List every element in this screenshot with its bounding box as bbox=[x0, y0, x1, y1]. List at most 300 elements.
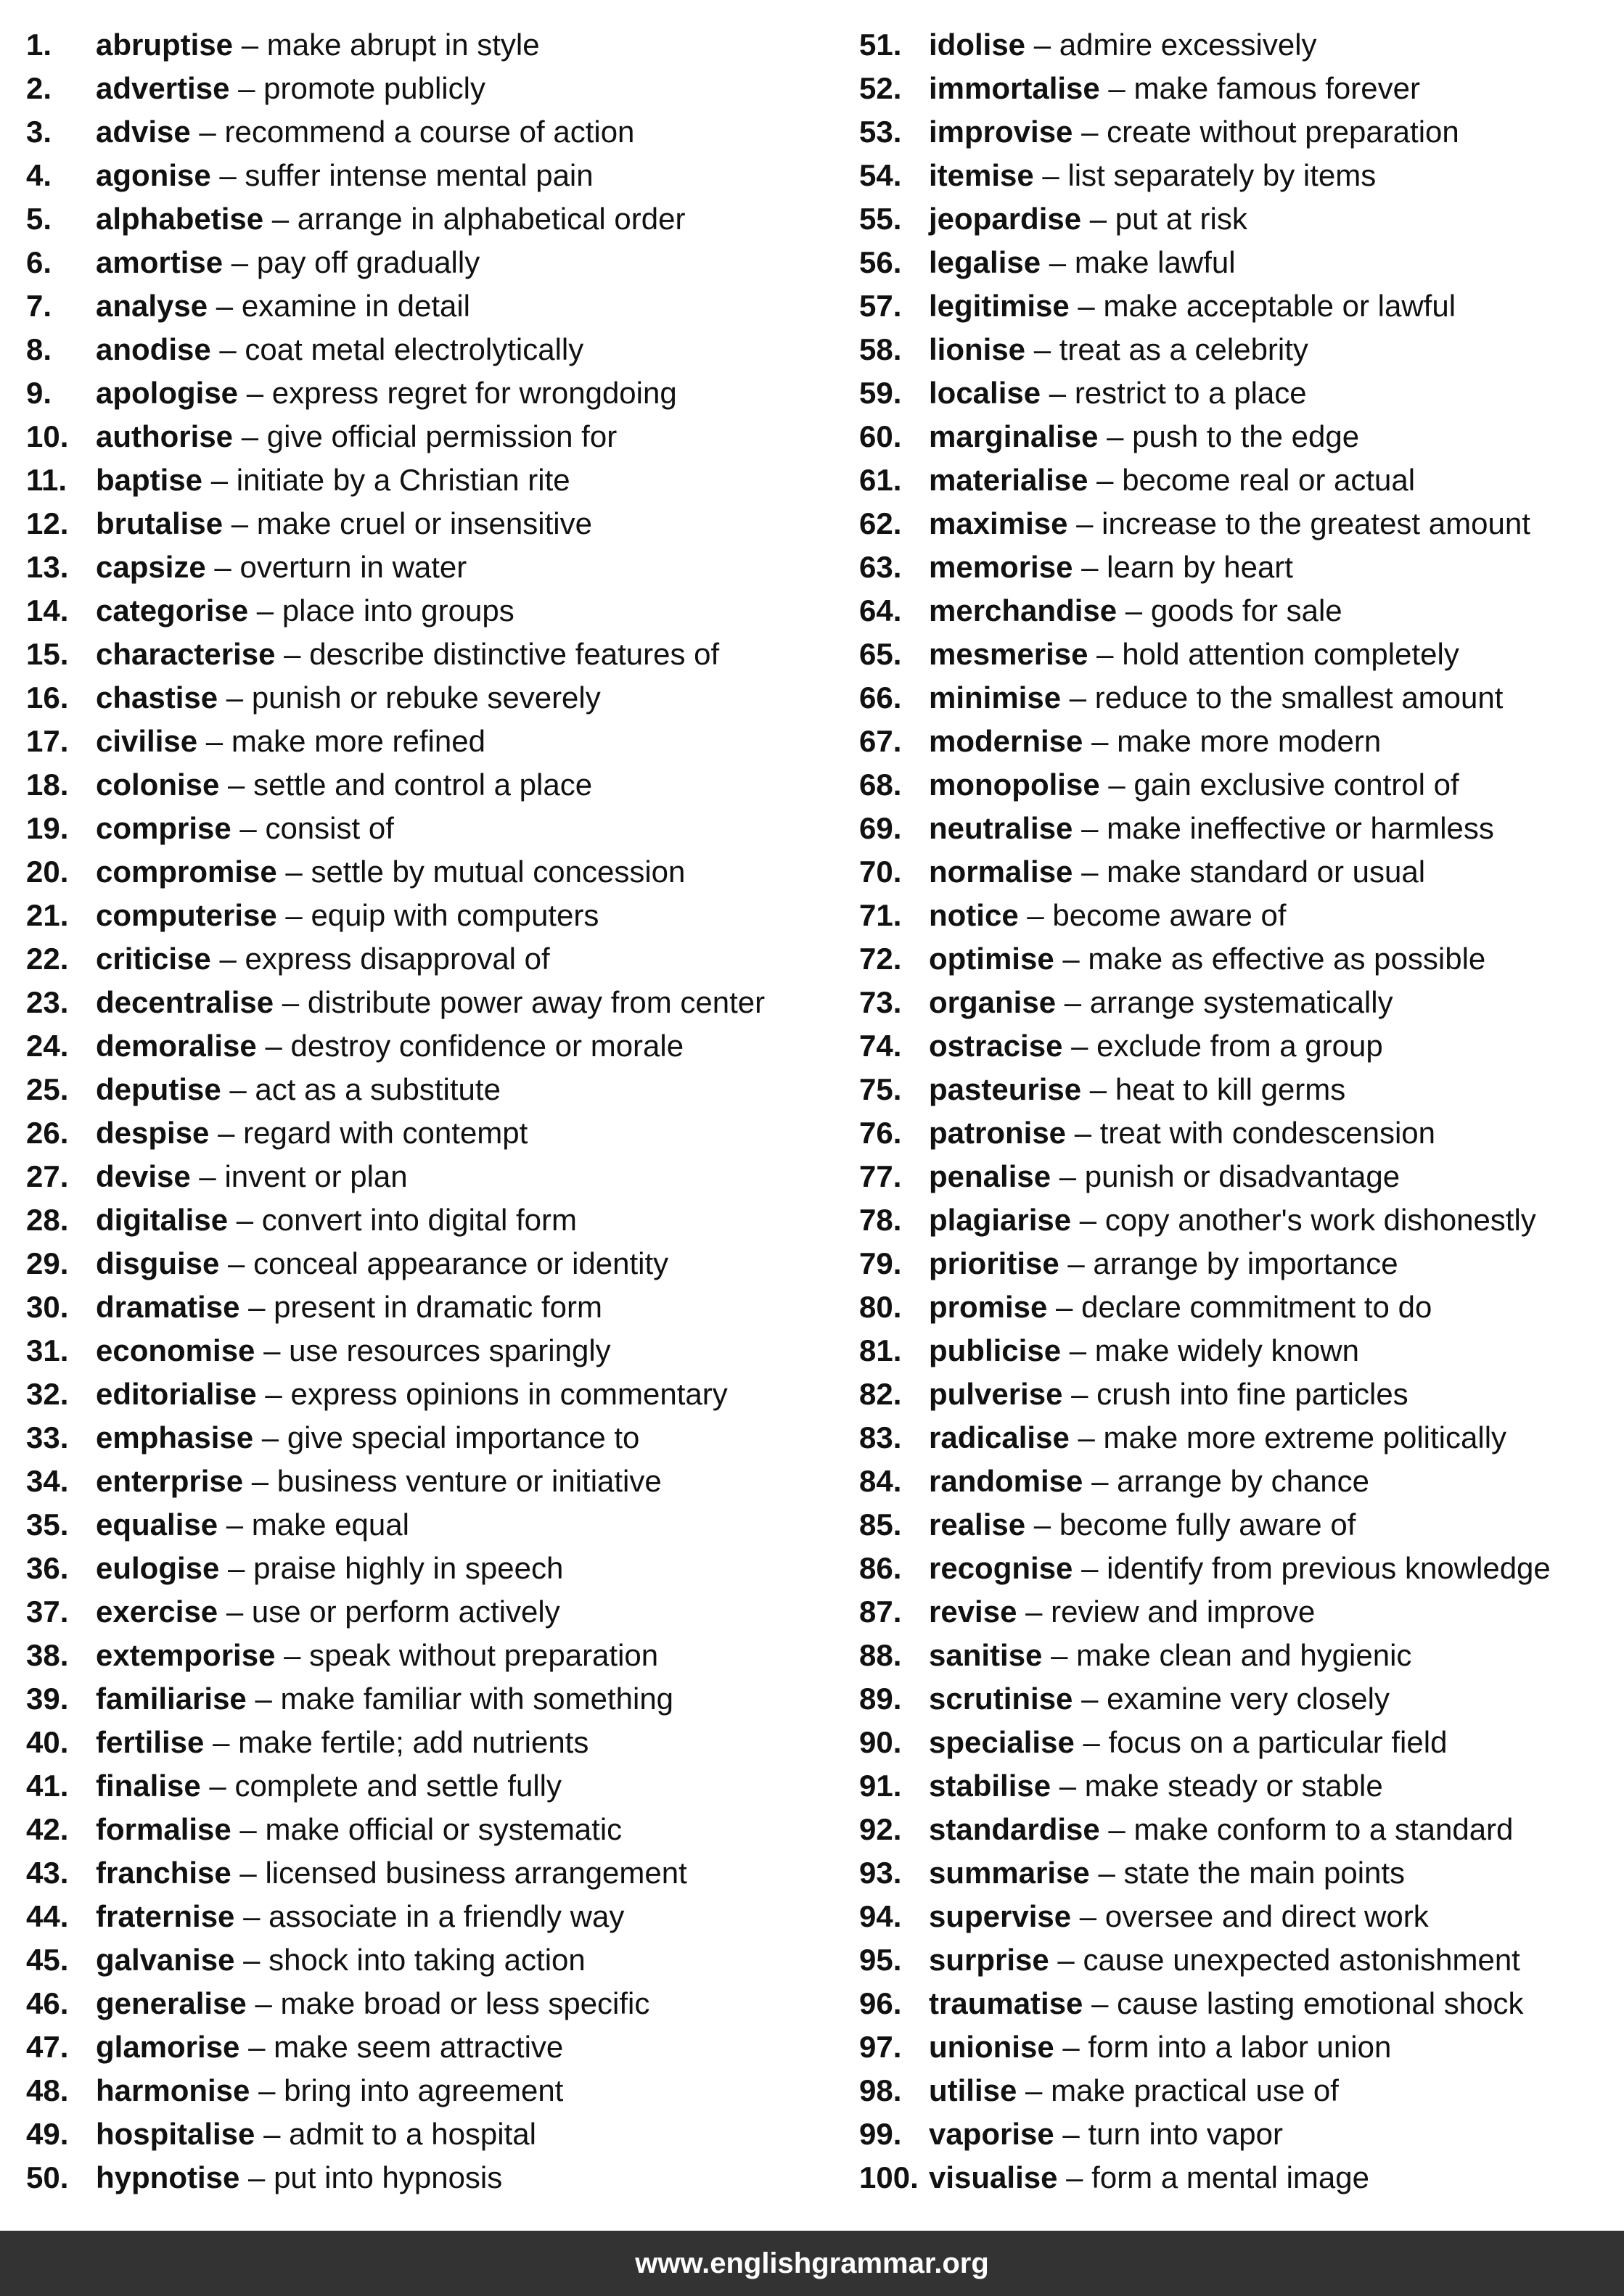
entry-number: 70. bbox=[859, 855, 902, 889]
entry-number: 95. bbox=[859, 1943, 902, 1977]
entry-number: 99. bbox=[859, 2117, 902, 2151]
entry-word: compromise bbox=[96, 855, 277, 889]
entry-definition: form a mental image bbox=[1091, 2160, 1369, 2194]
word-entry bbox=[859, 850, 1624, 894]
entry-number: 31. bbox=[26, 1333, 69, 1367]
entry-definition: bring into agreement bbox=[284, 2073, 564, 2107]
entry-number: 59. bbox=[859, 376, 902, 410]
word-entry bbox=[26, 154, 846, 197]
entry-separator: – bbox=[239, 2160, 274, 2194]
word-entry bbox=[26, 720, 846, 763]
entry-word: finalise bbox=[96, 1769, 201, 1803]
entry-number: 100. bbox=[859, 2160, 919, 2194]
word-entry bbox=[859, 110, 1624, 154]
entry-word: organise bbox=[929, 985, 1057, 1019]
entry-number: 92. bbox=[859, 1812, 902, 1846]
entry-definition: express disapproval of bbox=[245, 942, 550, 976]
entry-separator: – bbox=[1049, 1943, 1083, 1977]
entry-separator: – bbox=[275, 637, 310, 671]
entry-word: unionise bbox=[929, 2030, 1054, 2064]
entry-word: deputise bbox=[96, 1072, 221, 1106]
word-entry bbox=[859, 1677, 1624, 1721]
entry-word: exercise bbox=[96, 1595, 218, 1629]
word-entry bbox=[26, 502, 846, 546]
entry-separator: – bbox=[1059, 1246, 1094, 1280]
entry-word: promise bbox=[929, 1290, 1048, 1324]
entry-word: realise bbox=[929, 1507, 1026, 1542]
entry-separator: – bbox=[231, 811, 266, 845]
entry-definition: make official or systematic bbox=[265, 1812, 623, 1846]
entry-definition: make broad or less specific bbox=[280, 1986, 650, 2020]
entry-word: hospitalise bbox=[96, 2117, 255, 2151]
entry-word: disguise bbox=[96, 1246, 220, 1280]
entry-word: formalise bbox=[96, 1812, 231, 1846]
entry-text bbox=[929, 1373, 1408, 1416]
entry-number: 20. bbox=[26, 855, 69, 889]
entry-number: 43. bbox=[26, 1856, 69, 1890]
entry-word: baptise bbox=[96, 463, 203, 497]
entry-separator: – bbox=[234, 1943, 269, 1977]
entry-text bbox=[929, 284, 1456, 328]
entry-separator: – bbox=[1088, 637, 1123, 671]
entry-definition: put into hypnosis bbox=[274, 2160, 503, 2194]
entry-word: analyse bbox=[96, 289, 208, 323]
entry-number: 51. bbox=[859, 28, 902, 62]
entry-number: 54. bbox=[859, 158, 902, 192]
entry-word: materialise bbox=[929, 463, 1088, 497]
entry-separator: – bbox=[1073, 855, 1107, 889]
entry-separator: – bbox=[1073, 1682, 1107, 1716]
entry-definition: review and improve bbox=[1051, 1595, 1316, 1629]
word-entry bbox=[859, 589, 1624, 633]
entry-definition: admit to a hospital bbox=[289, 2117, 536, 2151]
entry-definition: focus on a particular field bbox=[1108, 1725, 1448, 1759]
entry-number: 5. bbox=[26, 202, 52, 236]
entry-word: visualise bbox=[929, 2160, 1058, 2194]
word-entry bbox=[859, 1111, 1624, 1155]
word-entry bbox=[859, 1373, 1624, 1416]
entry-separator: – bbox=[1061, 680, 1095, 715]
entry-definition: make fertile; add nutrients bbox=[238, 1725, 589, 1759]
entry-definition: complete and settle fully bbox=[234, 1769, 562, 1803]
entry-separator: – bbox=[1081, 202, 1115, 236]
entry-number: 6. bbox=[26, 245, 52, 279]
entry-number: 13. bbox=[26, 550, 69, 584]
word-entry bbox=[859, 1808, 1624, 1851]
entry-word: extemporise bbox=[96, 1638, 276, 1672]
entry-definition: oversee and direct work bbox=[1104, 1899, 1429, 1933]
entry-separator: – bbox=[190, 1159, 225, 1193]
entry-text bbox=[929, 676, 1503, 720]
entry-text bbox=[929, 1111, 1435, 1155]
entry-definition: turn into vapor bbox=[1088, 2117, 1283, 2151]
word-entry bbox=[26, 1851, 846, 1895]
entry-definition: heat to kill germs bbox=[1115, 1072, 1346, 1106]
entry-text bbox=[96, 23, 540, 67]
entry-word: normalise bbox=[929, 855, 1073, 889]
entry-definition: express regret for wrongdoing bbox=[271, 376, 677, 410]
entry-number: 39. bbox=[26, 1682, 69, 1716]
entry-separator: – bbox=[1041, 376, 1075, 410]
entry-word: legalise bbox=[929, 245, 1041, 279]
word-entry bbox=[26, 1460, 846, 1503]
entry-separator: – bbox=[1017, 1595, 1051, 1629]
word-entry bbox=[859, 1895, 1624, 1938]
entry-number: 77. bbox=[859, 1159, 902, 1193]
entry-separator: – bbox=[205, 550, 240, 584]
entry-text bbox=[96, 2112, 536, 2156]
entry-word: modernise bbox=[929, 724, 1083, 758]
entry-number: 25. bbox=[26, 1072, 69, 1106]
entry-number: 63. bbox=[859, 550, 902, 584]
word-entry bbox=[859, 763, 1624, 807]
entry-word: marginalise bbox=[929, 419, 1099, 453]
word-entry bbox=[859, 284, 1624, 328]
entry-separator: – bbox=[1071, 1203, 1105, 1237]
entry-separator: – bbox=[239, 1290, 274, 1324]
entry-definition: place into groups bbox=[282, 593, 514, 628]
entry-definition: increase to the greatest amount bbox=[1102, 506, 1530, 540]
word-entry bbox=[26, 937, 846, 981]
entry-definition: make ineffective or harmless bbox=[1107, 811, 1494, 845]
entry-definition: arrange in alphabetical order bbox=[297, 202, 686, 236]
entry-word: summarise bbox=[929, 1856, 1090, 1890]
word-entry bbox=[26, 2156, 846, 2200]
entry-word: fertilise bbox=[96, 1725, 205, 1759]
entry-number: 83. bbox=[859, 1420, 902, 1454]
entry-separator: – bbox=[1062, 1029, 1097, 1063]
entry-text bbox=[929, 1938, 1520, 1982]
entry-word: revise bbox=[929, 1595, 1017, 1629]
entry-definition: regard with contempt bbox=[243, 1116, 528, 1150]
entry-text bbox=[929, 67, 1420, 110]
entry-separator: – bbox=[243, 1464, 277, 1498]
word-entry bbox=[859, 1155, 1624, 1198]
entry-text bbox=[929, 371, 1307, 415]
entry-definition: speak without preparation bbox=[309, 1638, 659, 1672]
word-entry bbox=[859, 1938, 1624, 1982]
entry-word: surprise bbox=[929, 1943, 1049, 1977]
entry-number: 64. bbox=[859, 593, 902, 628]
entry-text bbox=[96, 1329, 611, 1373]
entry-word: maximise bbox=[929, 506, 1068, 540]
entry-definition: business venture or initiative bbox=[276, 1464, 662, 1498]
entry-text bbox=[96, 328, 583, 371]
entry-definition: pay off gradually bbox=[256, 245, 480, 279]
entry-separator: – bbox=[256, 1029, 291, 1063]
entry-word: supervise bbox=[929, 1899, 1072, 1933]
entry-number: 30. bbox=[26, 1290, 69, 1324]
entry-number: 50. bbox=[26, 2160, 69, 2194]
entry-definition: praise highly in speech bbox=[253, 1551, 564, 1585]
entry-separator: – bbox=[1041, 245, 1075, 279]
word-entry bbox=[859, 1721, 1624, 1764]
entry-text bbox=[929, 328, 1308, 371]
entry-number: 85. bbox=[859, 1507, 902, 1542]
entry-word: colonise bbox=[96, 768, 220, 802]
entry-word: authorise bbox=[96, 419, 234, 453]
entry-text bbox=[929, 110, 1459, 154]
entry-number: 82. bbox=[859, 1377, 902, 1411]
entry-definition: treat as a celebrity bbox=[1059, 332, 1308, 366]
entry-separator: – bbox=[223, 245, 257, 279]
entry-number: 33. bbox=[26, 1420, 69, 1454]
word-entry bbox=[26, 1982, 846, 2025]
entry-text bbox=[96, 1895, 624, 1938]
word-entry bbox=[26, 807, 846, 850]
entry-text bbox=[929, 894, 1287, 937]
entry-definition: promote publicly bbox=[263, 71, 485, 105]
entry-word: notice bbox=[929, 898, 1019, 932]
entry-text bbox=[96, 1851, 687, 1895]
entry-separator: – bbox=[1033, 158, 1068, 192]
entry-word: civilise bbox=[96, 724, 198, 758]
entry-number: 52. bbox=[859, 71, 902, 105]
word-entry bbox=[859, 937, 1624, 981]
entry-definition: push to the edge bbox=[1132, 419, 1360, 453]
entry-text bbox=[96, 1068, 501, 1111]
entry-number: 58. bbox=[859, 332, 902, 366]
entry-definition: use or perform actively bbox=[251, 1595, 560, 1629]
entry-separator: – bbox=[1047, 1290, 1082, 1324]
entry-separator: – bbox=[218, 1507, 252, 1542]
entry-number: 55. bbox=[859, 202, 902, 236]
entry-number: 45. bbox=[26, 1943, 69, 1977]
entry-text bbox=[929, 154, 1376, 197]
entry-definition: declare commitment to do bbox=[1081, 1290, 1432, 1324]
entry-number: 49. bbox=[26, 2117, 69, 2151]
entry-word: editorialise bbox=[96, 1377, 257, 1411]
entry-text bbox=[929, 589, 1342, 633]
entry-definition: make cruel or insensitive bbox=[256, 506, 592, 540]
word-entry bbox=[26, 328, 846, 371]
entry-separator: – bbox=[228, 1203, 262, 1237]
entry-text bbox=[96, 1198, 577, 1242]
word-entry bbox=[859, 2112, 1624, 2156]
entry-number: 4. bbox=[26, 158, 52, 192]
entry-number: 12. bbox=[26, 506, 69, 540]
word-entry bbox=[859, 1851, 1624, 1895]
word-entry bbox=[26, 1024, 846, 1068]
entry-text bbox=[96, 1373, 728, 1416]
entry-separator: – bbox=[1051, 1159, 1085, 1193]
entry-word: vaporise bbox=[929, 2117, 1054, 2151]
footer-website-link[interactable]: www.englishgrammar.org bbox=[635, 2247, 989, 2279]
entry-text bbox=[929, 807, 1494, 850]
entry-word: neutralise bbox=[929, 811, 1073, 845]
entry-separator: – bbox=[219, 768, 254, 802]
entry-definition: make more extreme politically bbox=[1103, 1420, 1507, 1454]
entry-word: chastise bbox=[96, 680, 218, 715]
entry-separator: – bbox=[1069, 1420, 1104, 1454]
word-entry bbox=[26, 981, 846, 1024]
entry-number: 9. bbox=[26, 376, 52, 410]
entry-separator: – bbox=[256, 1377, 291, 1411]
entry-number: 84. bbox=[859, 1464, 902, 1498]
entry-word: memorise bbox=[929, 550, 1073, 584]
entry-number: 19. bbox=[26, 811, 69, 845]
entry-definition: make more refined bbox=[231, 724, 485, 758]
entry-number: 86. bbox=[859, 1551, 902, 1585]
entry-number: 89. bbox=[859, 1682, 902, 1716]
word-entry bbox=[859, 371, 1624, 415]
entry-word: improvise bbox=[929, 115, 1073, 149]
entry-definition: put at risk bbox=[1115, 202, 1247, 236]
entry-separator: – bbox=[1062, 1377, 1097, 1411]
entry-word: abruptise bbox=[96, 28, 234, 62]
word-entry bbox=[859, 1285, 1624, 1329]
entry-text bbox=[929, 415, 1359, 458]
entry-text bbox=[96, 1242, 668, 1285]
entry-text bbox=[929, 2025, 1391, 2069]
entry-text bbox=[929, 1416, 1506, 1460]
word-entry bbox=[26, 1373, 846, 1416]
word-entry bbox=[859, 981, 1624, 1024]
entry-word: generalise bbox=[96, 1986, 247, 2020]
word-entry bbox=[26, 1677, 846, 1721]
entry-separator: – bbox=[1073, 550, 1107, 584]
entry-number: 10. bbox=[26, 419, 69, 453]
word-entry bbox=[26, 546, 846, 589]
entry-number: 76. bbox=[859, 1116, 902, 1150]
word-entry bbox=[859, 2156, 1624, 2200]
entry-separator: – bbox=[1056, 985, 1090, 1019]
entry-text bbox=[96, 110, 634, 154]
entry-separator: – bbox=[238, 376, 272, 410]
entry-separator: – bbox=[202, 463, 237, 497]
entry-text bbox=[929, 23, 1317, 67]
word-entry bbox=[859, 2069, 1624, 2112]
entry-separator: – bbox=[274, 985, 308, 1019]
entry-word: traumatise bbox=[929, 1986, 1083, 2020]
entry-separator: – bbox=[209, 1116, 244, 1150]
entry-number: 65. bbox=[859, 637, 902, 671]
entry-word: computerise bbox=[96, 898, 277, 932]
entry-word: despise bbox=[96, 1116, 210, 1150]
entry-text bbox=[96, 1677, 673, 1721]
entry-separator: – bbox=[221, 1072, 255, 1106]
entry-definition: use resources sparingly bbox=[289, 1333, 611, 1367]
entry-separator: – bbox=[1073, 811, 1107, 845]
entry-text bbox=[929, 1460, 1369, 1503]
entry-separator: – bbox=[210, 158, 245, 192]
entry-text bbox=[96, 546, 467, 589]
entry-separator: – bbox=[1054, 2030, 1088, 2064]
entry-text bbox=[96, 1155, 408, 1198]
word-entry bbox=[26, 67, 846, 110]
entry-number: 66. bbox=[859, 680, 902, 715]
entry-number: 74. bbox=[859, 1029, 902, 1063]
word-entry bbox=[26, 1329, 846, 1373]
entry-separator: – bbox=[1025, 28, 1059, 62]
entry-text bbox=[929, 763, 1459, 807]
entry-definition: express opinions in commentary bbox=[290, 1377, 728, 1411]
entry-separator: – bbox=[200, 1769, 235, 1803]
entry-number: 71. bbox=[859, 898, 902, 932]
entry-number: 60. bbox=[859, 419, 902, 453]
word-entry bbox=[26, 1721, 846, 1764]
entry-word: dramatise bbox=[96, 1290, 240, 1324]
entry-word: devise bbox=[96, 1159, 191, 1193]
entry-text bbox=[929, 1764, 1383, 1808]
word-entry bbox=[26, 415, 846, 458]
entry-text bbox=[96, 241, 480, 284]
entry-number: 3. bbox=[26, 115, 52, 149]
entry-separator: – bbox=[248, 593, 282, 628]
word-entry bbox=[26, 371, 846, 415]
entry-definition: gain exclusive control of bbox=[1133, 768, 1459, 802]
entry-number: 29. bbox=[26, 1246, 69, 1280]
entry-word: hypnotise bbox=[96, 2160, 240, 2194]
entry-definition: make clean and hygienic bbox=[1076, 1638, 1412, 1672]
entry-text bbox=[96, 589, 514, 633]
entry-text bbox=[96, 720, 485, 763]
entry-word: harmonise bbox=[96, 2073, 250, 2107]
entry-word: utilise bbox=[929, 2073, 1017, 2107]
entry-separator: – bbox=[1018, 898, 1053, 932]
word-entry bbox=[26, 1764, 846, 1808]
entry-text bbox=[96, 1808, 622, 1851]
entry-word: merchandise bbox=[929, 593, 1117, 628]
entry-number: 91. bbox=[859, 1769, 902, 1803]
entry-word: agonise bbox=[96, 158, 211, 192]
entry-text bbox=[96, 763, 592, 807]
entry-number: 79. bbox=[859, 1246, 902, 1280]
entry-word: penalise bbox=[929, 1159, 1051, 1193]
entry-separator: – bbox=[1073, 115, 1107, 149]
word-entry bbox=[26, 894, 846, 937]
entry-definition: treat with condescension bbox=[1099, 1116, 1436, 1150]
entry-number: 81. bbox=[859, 1333, 902, 1367]
entry-text bbox=[96, 458, 570, 502]
entry-number: 23. bbox=[26, 985, 69, 1019]
entry-text bbox=[929, 197, 1247, 241]
word-entry bbox=[26, 633, 846, 676]
word-entry bbox=[859, 1068, 1624, 1111]
entry-word: localise bbox=[929, 376, 1041, 410]
word-entry bbox=[859, 197, 1624, 241]
word-entry bbox=[859, 1198, 1624, 1242]
entry-word: capsize bbox=[96, 550, 206, 584]
word-entry bbox=[26, 23, 846, 67]
word-entry bbox=[859, 1503, 1624, 1547]
word-entry bbox=[859, 23, 1624, 67]
entry-definition: restrict to a place bbox=[1074, 376, 1307, 410]
word-entry bbox=[26, 2025, 846, 2069]
word-entry bbox=[26, 1895, 846, 1938]
entry-separator: – bbox=[233, 28, 267, 62]
entry-definition: arrange systematically bbox=[1089, 985, 1393, 1019]
entry-separator: – bbox=[218, 680, 252, 715]
word-entry bbox=[859, 2025, 1624, 2069]
entry-word: demoralise bbox=[96, 1029, 257, 1063]
entry-number: 26. bbox=[26, 1116, 69, 1150]
entry-definition: admire excessively bbox=[1059, 28, 1317, 62]
entry-separator: – bbox=[197, 724, 231, 758]
entry-number: 94. bbox=[859, 1899, 902, 1933]
entry-definition: settle and control a place bbox=[253, 768, 593, 802]
entry-number: 56. bbox=[859, 245, 902, 279]
entry-definition: punish or rebuke severely bbox=[251, 680, 601, 715]
word-entry bbox=[859, 154, 1624, 197]
entry-definition: associate in a friendly way bbox=[268, 1899, 625, 1933]
entry-word: franchise bbox=[96, 1856, 231, 1890]
entry-definition: become real or actual bbox=[1122, 463, 1416, 497]
entry-separator: – bbox=[231, 1812, 266, 1846]
entry-text bbox=[929, 2112, 1283, 2156]
entry-separator: – bbox=[1099, 1812, 1134, 1846]
word-entry bbox=[859, 1329, 1624, 1373]
